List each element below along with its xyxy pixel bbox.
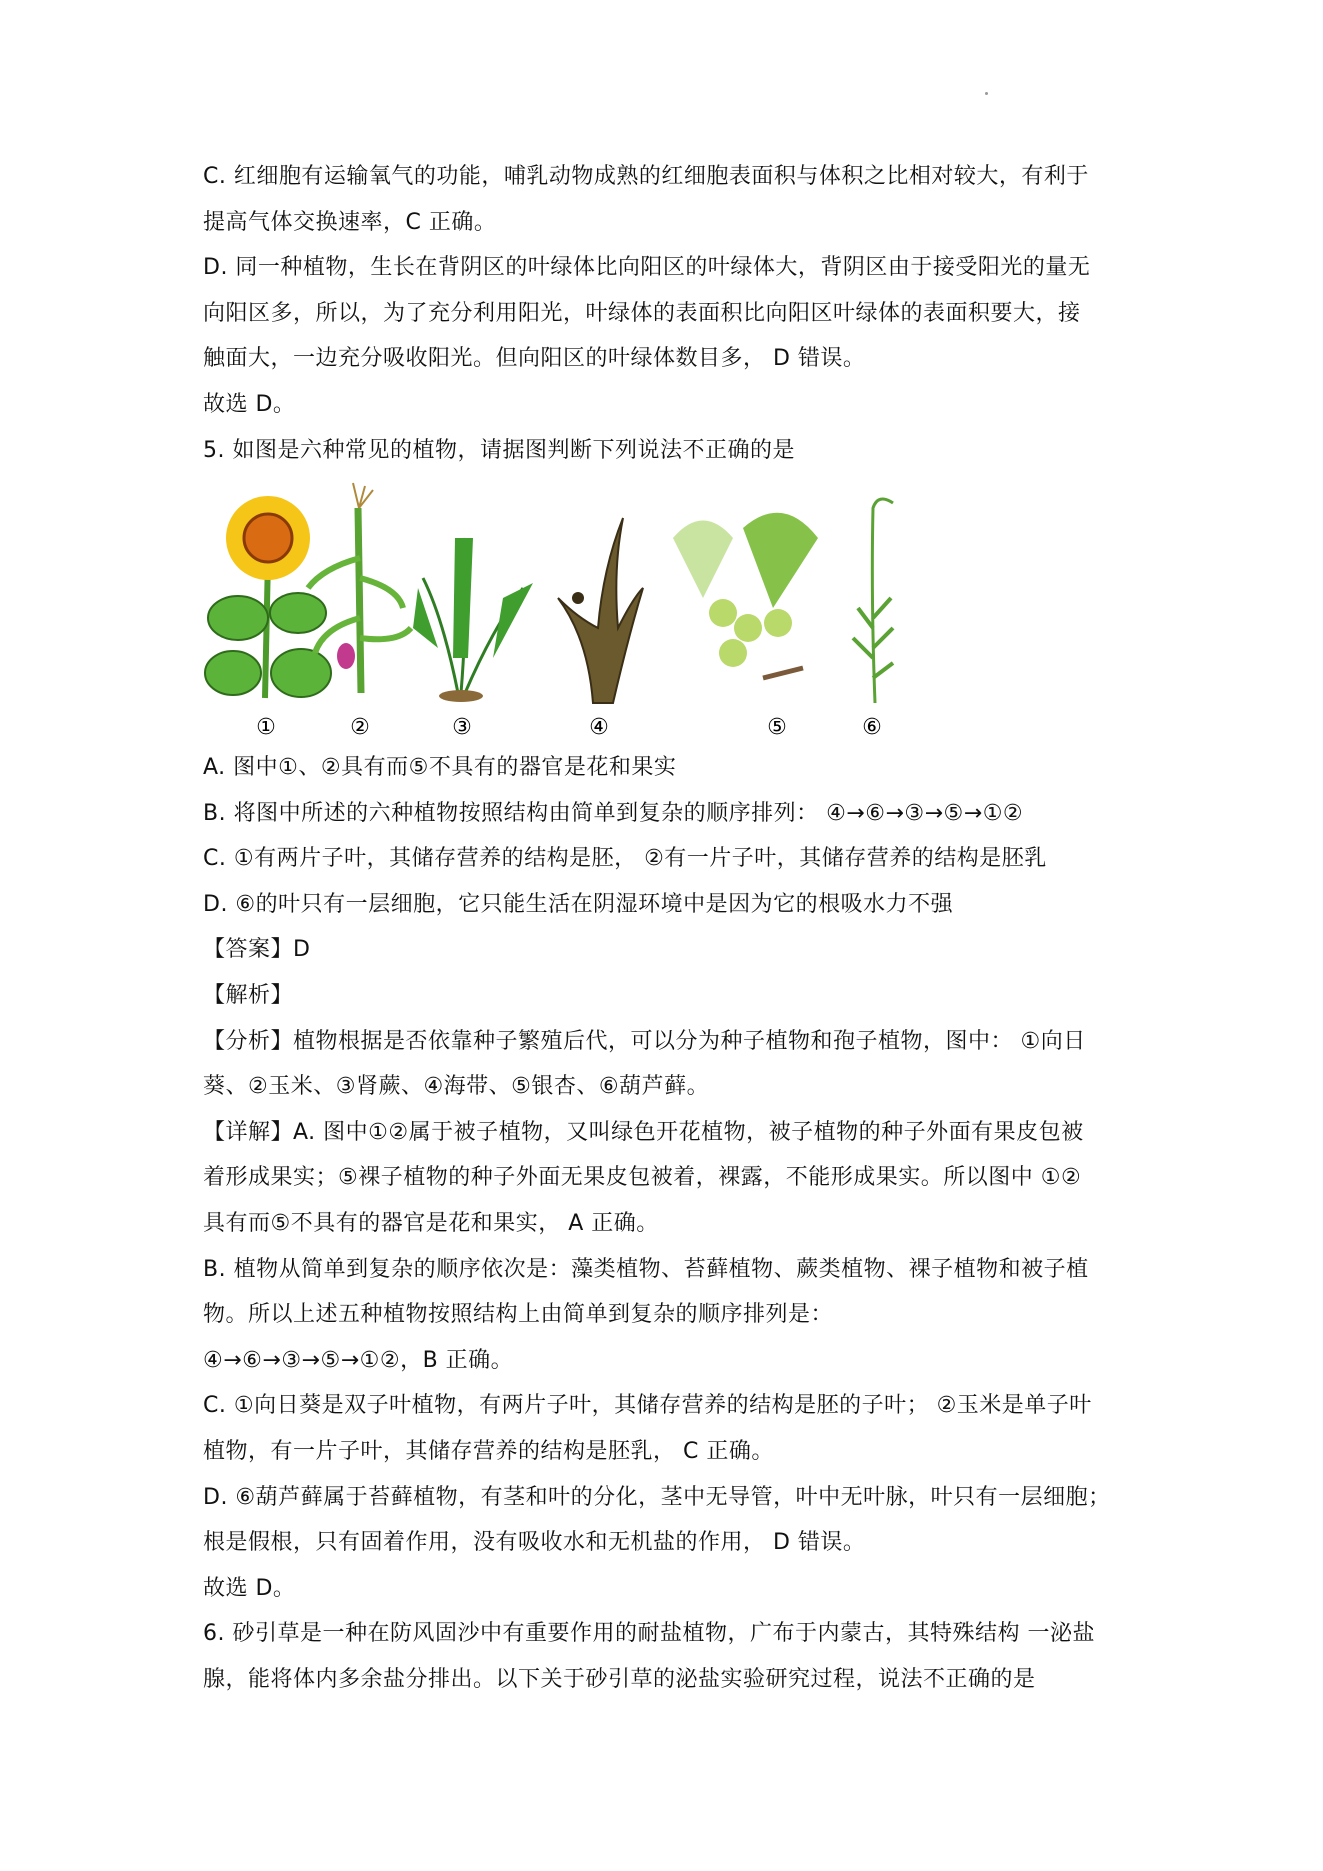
question-6-stem: 6. 砂引草是一种在防风固沙中有重要作用的耐盐植物，广布于内蒙古，其特殊结构 一泌盐 <box>203 1621 1095 1647</box>
text-line: 具有而⑤不具有的器官是花和果实， A 正确。 <box>203 1210 659 1236</box>
text-line: ④→⑥→③→⑤→①②，B 正确。 <box>203 1347 514 1373</box>
figure-label-6: ⑥ <box>862 715 882 740</box>
figure-label-2: ② <box>350 715 370 740</box>
analysis-heading: 【解析】 <box>203 982 294 1008</box>
text-line: C. ①向日葵是双子叶植物，有两片子叶，其储存营养的结构是胚的子叶； ②玉米是单子叶 <box>203 1393 1092 1419</box>
option-c: C. ①有两片子叶，其储存营养的结构是胚， ②有一片子叶，其储存营养的结构是胚乳 <box>203 846 1047 872</box>
moss-image <box>853 499 893 703</box>
text-line: 【分析】植物根据是否依靠种子繁殖后代，可以分为种子植物和孢子植物，图中： ①向日 <box>203 1028 1086 1054</box>
question-5-stem: 5. 如图是六种常见的植物，请据图判断下列说法不正确的是 <box>203 437 795 463</box>
figure-label-3: ③ <box>452 715 472 740</box>
header-dot <box>985 92 988 95</box>
figure-label-5: ⑤ <box>767 715 787 740</box>
text-line: 物。所以上述五种植物按照结构上由简单到复杂的顺序排列是： <box>203 1302 834 1328</box>
text-line: 葵、②玉米、③肾蕨、④海带、⑤银杏、⑥葫芦藓。 <box>203 1074 710 1100</box>
text-line: 向阳区多，所以，为了充分利用阳光，叶绿体的表面积比向阳区叶绿体的表面积要大，接 <box>203 300 1081 326</box>
text-line: 提高气体交换速率，C 正确。 <box>203 209 497 235</box>
text-line: 【详解】A. 图中①②属于被子植物，又叫绿色开花植物，被子植物的种子外面有果皮包被 <box>203 1119 1084 1145</box>
text-block-bottom <box>203 745 1163 1702</box>
text-line: 故选 D。 <box>203 1575 296 1601</box>
text-line: D. 同一种植物，生长在背阴区的叶绿体比向阳区的叶绿体大，背阴区由于接受阳光的量无 <box>203 255 1091 281</box>
text-line: 故选 D。 <box>203 391 296 417</box>
ginkgo-image <box>673 513 818 678</box>
figure-label-1: ① <box>256 715 276 740</box>
text-line: C. 红细胞有运输氧气的功能，哺乳动物成熟的红细胞表面积与体积之比相对较大，有利于 <box>203 164 1089 189</box>
option-b: B. 将图中所述的六种植物按照结构由简单到复杂的顺序排列： ④→⑥→③→⑤→①② <box>203 800 1024 826</box>
text-line: 植物，有一片子叶，其储存营养的结构是胚乳， C 正确。 <box>203 1438 774 1464</box>
text-block-top <box>203 154 1163 473</box>
option-d: D. ⑥的叶只有一层细胞，它只能生活在阴湿环境中是因为它的根吸水力不强 <box>203 891 954 917</box>
answer-line: 【答案】D <box>203 937 311 963</box>
text-line: 着形成果实；⑤裸子植物的种子外面无果皮包被着，裸露，不能形成果实。所以图中 ①② <box>203 1165 1082 1191</box>
text-line: D. ⑥葫芦藓属于苔藓植物，有茎和叶的分化，茎中无导管，叶中无叶脉，叶只有一层细胞； <box>203 1484 1111 1510</box>
option-a: A. 图中①、②具有而⑤不具有的器官是花和果实 <box>203 755 677 780</box>
plants-figure <box>203 478 973 743</box>
kelp-image <box>558 518 643 703</box>
sunflower-image <box>205 496 331 698</box>
plants-illustration <box>203 478 973 743</box>
text-line: 腺，能将体内多余盐分排出。以下关于砂引草的泌盐实验研究过程，说法不正确的是 <box>203 1666 1036 1692</box>
fern-image <box>413 538 533 702</box>
text-line: 触面大，一边充分吸收阳光。但向阳区的叶绿体数目多， D 错误。 <box>203 346 866 372</box>
text-line: B. 植物从简单到复杂的顺序依次是：藻类植物、苔藓植物、蕨类植物、裸子植物和被子植 <box>203 1256 1089 1282</box>
text-line: 根是假根，只有固着作用，没有吸收水和无机盐的作用， D 错误。 <box>203 1530 866 1556</box>
figure-label-4: ④ <box>589 715 609 740</box>
